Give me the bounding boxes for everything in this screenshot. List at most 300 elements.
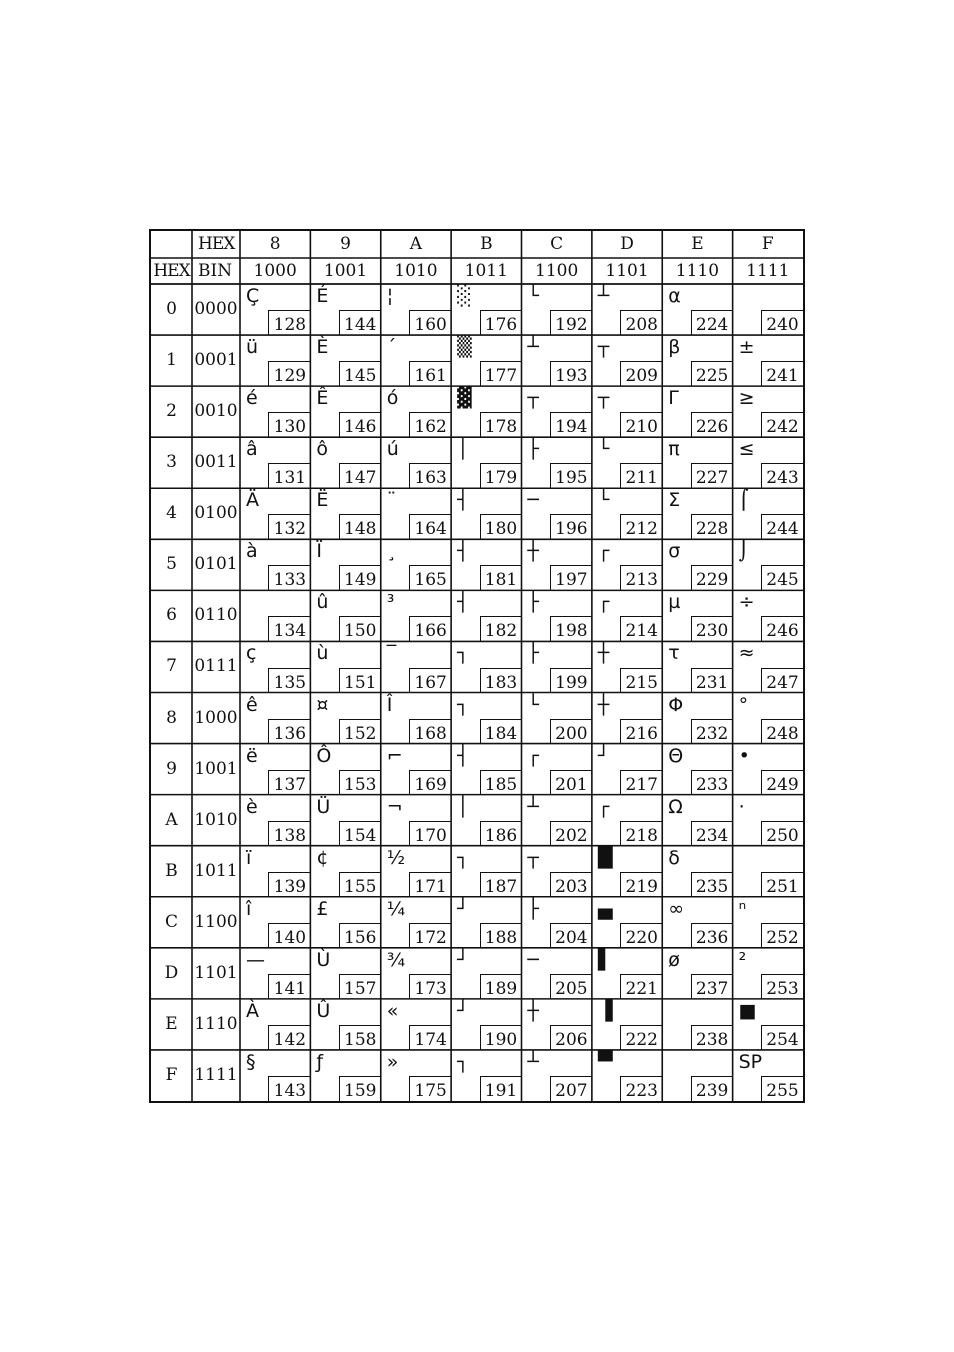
row-hex-label: A xyxy=(165,809,178,830)
character-glyph: Ü xyxy=(316,795,331,818)
character-glyph: τ xyxy=(668,642,680,665)
character-glyph: ┐ xyxy=(457,1050,469,1073)
character-code: 142 xyxy=(268,1025,310,1050)
character-code: 160 xyxy=(409,310,451,335)
character-glyph: ■ xyxy=(738,999,757,1022)
character-glyph: ┴ xyxy=(527,795,539,818)
character-code: 146 xyxy=(339,412,381,437)
character-code-table xyxy=(149,229,805,1103)
character-glyph: ├ xyxy=(527,897,539,920)
column-hex-header: A xyxy=(409,234,423,254)
character-glyph: ┴ xyxy=(527,1050,539,1073)
character-glyph: É xyxy=(316,285,329,307)
character-code: 203 xyxy=(550,872,592,897)
character-code: 242 xyxy=(761,412,803,437)
character-code: 239 xyxy=(691,1076,733,1101)
character-glyph: ├ xyxy=(527,591,539,614)
character-glyph: ¸ xyxy=(386,540,397,563)
character-glyph: ┼ xyxy=(527,540,539,563)
character-code: 200 xyxy=(550,719,592,744)
character-glyph: ¨ xyxy=(386,489,397,512)
character-glyph: ┬ xyxy=(527,846,539,869)
character-glyph: ³ xyxy=(386,591,395,614)
row-bin-label: 1110 xyxy=(194,1013,238,1034)
character-code: 220 xyxy=(620,923,662,948)
character-glyph: ¤ xyxy=(316,693,329,716)
character-glyph: ø xyxy=(668,948,680,971)
character-code: 245 xyxy=(761,565,803,590)
character-glyph: ┤ xyxy=(457,744,469,767)
character-code: 165 xyxy=(409,565,451,590)
character-code: 144 xyxy=(339,310,381,335)
character-glyph: ÷ xyxy=(738,591,755,614)
character-code: 219 xyxy=(620,872,662,897)
character-glyph: ¼ xyxy=(386,897,406,920)
character-code: 213 xyxy=(620,565,662,590)
row-hex-label: B xyxy=(165,860,178,881)
character-code: 190 xyxy=(480,1025,522,1050)
character-code: 189 xyxy=(480,974,522,999)
character-code: 157 xyxy=(339,974,381,999)
character-code: 223 xyxy=(620,1076,662,1101)
character-code: 252 xyxy=(761,923,803,948)
character-glyph: Σ xyxy=(668,489,681,512)
character-code: 175 xyxy=(409,1076,451,1101)
character-code: 184 xyxy=(480,719,522,744)
character-code: 186 xyxy=(480,821,522,846)
character-glyph: ë xyxy=(246,744,258,767)
character-code: 192 xyxy=(550,310,592,335)
character-glyph: ┤ xyxy=(457,489,469,512)
character-code: 233 xyxy=(691,770,733,795)
character-glyph: ┼ xyxy=(527,999,539,1022)
character-glyph: ê xyxy=(246,693,258,716)
character-glyph: │ xyxy=(457,795,469,818)
character-code: 143 xyxy=(268,1076,310,1101)
character-code: 218 xyxy=(620,821,662,846)
character-code: 199 xyxy=(550,668,592,693)
character-glyph: ┼ xyxy=(597,693,610,716)
character-glyph: π xyxy=(668,438,680,461)
row-hex-label: 3 xyxy=(166,452,177,473)
character-code: 136 xyxy=(268,719,310,744)
character-code: 194 xyxy=(550,412,592,437)
character-code: 208 xyxy=(620,310,662,335)
corner-hex-row-label: HEX xyxy=(153,260,190,281)
character-code: 139 xyxy=(268,872,310,897)
character-glyph: À xyxy=(246,999,259,1022)
character-glyph: ┌ xyxy=(597,795,610,818)
row-bin-label: 0110 xyxy=(194,605,238,626)
row-bin-label: 1100 xyxy=(194,911,238,932)
character-glyph: § xyxy=(246,1050,256,1073)
character-code: 197 xyxy=(550,565,592,590)
character-glyph: Û xyxy=(316,999,331,1022)
character-glyph: ┌ xyxy=(597,591,610,614)
character-glyph: î xyxy=(246,897,252,920)
character-glyph: ├ xyxy=(527,438,539,461)
character-code: 171 xyxy=(409,872,451,897)
character-glyph: ≥ xyxy=(738,387,755,410)
column-bin-header: 1110 xyxy=(675,260,720,281)
character-glyph: ‾ xyxy=(386,642,397,665)
character-code: 170 xyxy=(409,821,451,846)
character-glyph: ú xyxy=(386,438,399,461)
character-glyph: ≈ xyxy=(738,642,755,665)
character-glyph: Ä xyxy=(246,489,259,512)
character-glyph: Φ xyxy=(668,693,684,716)
character-glyph: ┘ xyxy=(457,948,469,971)
character-glyph: ┌ xyxy=(527,744,539,767)
row-bin-label: 1000 xyxy=(194,707,238,728)
character-code: 128 xyxy=(268,310,310,335)
row-hex-label: 5 xyxy=(166,554,177,575)
character-code: 244 xyxy=(761,514,803,539)
row-bin-label: 0111 xyxy=(194,656,238,677)
character-code: 166 xyxy=(409,616,451,641)
character-code: 178 xyxy=(480,412,522,437)
character-glyph: ⌠ xyxy=(738,489,749,512)
column-bin-header: 1010 xyxy=(394,260,438,281)
character-glyph: È xyxy=(316,336,329,359)
character-glyph: ┴ xyxy=(597,285,610,307)
character-glyph: ▓ xyxy=(457,387,472,410)
character-code: 173 xyxy=(409,974,451,999)
character-code: 169 xyxy=(409,770,451,795)
row-bin-label: 0000 xyxy=(194,299,238,320)
character-glyph: ┘ xyxy=(457,999,469,1022)
character-glyph: Î xyxy=(386,693,393,716)
character-glyph: û xyxy=(316,591,329,614)
character-glyph: ± xyxy=(738,336,755,359)
row-hex-label: 8 xyxy=(166,707,177,728)
character-glyph: ┤ xyxy=(457,540,469,563)
character-glyph: ─ xyxy=(527,948,539,971)
character-glyph: ▄ xyxy=(597,897,613,920)
character-code: 228 xyxy=(691,514,733,539)
character-code: 254 xyxy=(761,1025,803,1050)
character-code: 162 xyxy=(409,412,451,437)
character-code: 216 xyxy=(620,719,662,744)
character-glyph: ¦ xyxy=(386,285,394,307)
character-code: 182 xyxy=(480,616,522,641)
character-glyph: ┘ xyxy=(597,744,610,767)
character-glyph: ´ xyxy=(386,336,397,359)
character-glyph: α xyxy=(668,285,681,307)
column-bin-header: 1000 xyxy=(253,260,297,281)
character-code: 229 xyxy=(691,565,733,590)
character-code: 221 xyxy=(620,974,662,999)
character-code: 227 xyxy=(691,463,733,488)
row-hex-label: 2 xyxy=(166,401,177,422)
character-code: 204 xyxy=(550,923,592,948)
character-glyph: ▌ xyxy=(597,948,613,971)
character-glyph: ï xyxy=(246,846,252,869)
character-code: 133 xyxy=(268,565,310,590)
character-glyph: · xyxy=(738,795,745,818)
character-code: 187 xyxy=(480,872,522,897)
row-hex-label: 6 xyxy=(166,605,177,626)
character-glyph: └ xyxy=(597,438,610,461)
row-hex-label: 4 xyxy=(166,503,177,524)
character-glyph: ù xyxy=(316,642,329,665)
character-glyph: ▀ xyxy=(597,1050,613,1073)
character-code: 191 xyxy=(480,1076,522,1101)
character-code: 148 xyxy=(339,514,381,539)
column-bin-header: 1100 xyxy=(535,260,579,281)
row-hex-label: E xyxy=(165,1013,178,1034)
row-bin-label: 1001 xyxy=(194,758,238,779)
row-hex-label: F xyxy=(165,1064,178,1085)
column-bin-header: 1101 xyxy=(605,260,649,281)
character-glyph: é xyxy=(246,387,258,410)
character-glyph: ░ xyxy=(457,285,472,307)
row-bin-label: 0001 xyxy=(194,350,238,371)
character-glyph: ┐ xyxy=(457,693,469,716)
character-glyph: » xyxy=(386,1050,399,1073)
character-glyph: ┴ xyxy=(527,336,539,359)
character-code: 232 xyxy=(691,719,733,744)
row-hex-label: 0 xyxy=(166,299,177,320)
row-hex-label: 7 xyxy=(166,656,177,677)
character-glyph: ¬ xyxy=(386,795,403,818)
character-code: 224 xyxy=(691,310,733,335)
character-glyph: ┬ xyxy=(597,336,610,359)
character-code: 251 xyxy=(761,872,803,897)
character-code: 155 xyxy=(339,872,381,897)
column-hex-header: E xyxy=(691,234,704,254)
row-bin-label: 0100 xyxy=(194,503,238,524)
character-code: 172 xyxy=(409,923,451,948)
character-glyph: δ xyxy=(668,846,680,869)
character-glyph: Ô xyxy=(316,744,332,767)
character-glyph: Γ xyxy=(668,387,679,410)
character-glyph: ² xyxy=(738,948,747,971)
character-code: 248 xyxy=(761,719,803,744)
character-code: 246 xyxy=(761,616,803,641)
character-glyph: â xyxy=(246,438,258,461)
character-code: 230 xyxy=(691,616,733,641)
column-bin-header: 1111 xyxy=(746,260,790,281)
character-code: 130 xyxy=(268,412,310,437)
character-glyph: £ xyxy=(316,897,329,920)
character-code: 249 xyxy=(761,770,803,795)
character-code: 214 xyxy=(620,616,662,641)
character-code: 179 xyxy=(480,463,522,488)
character-glyph: ├ xyxy=(527,642,539,665)
character-code: 255 xyxy=(761,1076,803,1101)
character-code: 185 xyxy=(480,770,522,795)
character-glyph: ┐ xyxy=(457,846,469,869)
column-hex-header: F xyxy=(761,234,774,254)
column-bin-header: 1001 xyxy=(323,260,368,281)
character-code: 247 xyxy=(761,668,803,693)
row-bin-label: 1101 xyxy=(194,962,238,983)
character-glyph: σ xyxy=(668,540,681,563)
character-code: 240 xyxy=(761,310,803,335)
character-glyph: ½ xyxy=(386,846,406,869)
character-glyph: █ xyxy=(597,846,613,869)
character-glyph: ┤ xyxy=(457,591,469,614)
column-bin-header: 1011 xyxy=(464,260,508,281)
character-code: 250 xyxy=(761,821,803,846)
character-glyph: Θ xyxy=(668,744,684,767)
character-glyph: │ xyxy=(457,438,469,461)
character-glyph: ┼ xyxy=(597,642,610,665)
row-hex-label: D xyxy=(164,962,179,983)
character-glyph: ▐ xyxy=(597,999,613,1022)
character-code: 180 xyxy=(480,514,522,539)
character-code: 226 xyxy=(691,412,733,437)
character-code: 129 xyxy=(268,361,310,386)
row-bin-label: 0011 xyxy=(194,452,238,473)
character-code: 140 xyxy=(268,923,310,948)
character-glyph: ∞ xyxy=(668,897,685,920)
character-code: 161 xyxy=(409,361,451,386)
column-hex-header: B xyxy=(480,234,493,254)
character-code: 236 xyxy=(691,923,733,948)
character-glyph: µ xyxy=(668,591,681,614)
character-code: 193 xyxy=(550,361,592,386)
character-code: 181 xyxy=(480,565,522,590)
corner-hex-label: HEX xyxy=(198,234,235,254)
character-glyph: ┬ xyxy=(527,387,539,410)
character-code: 241 xyxy=(761,361,803,386)
row-bin-label: 0101 xyxy=(194,554,238,575)
character-glyph: ° xyxy=(738,693,749,716)
column-hex-header: D xyxy=(620,234,634,254)
character-code: 253 xyxy=(761,974,803,999)
character-glyph: ┐ xyxy=(457,642,469,665)
character-glyph: ┬ xyxy=(597,387,610,410)
character-glyph: └ xyxy=(527,693,539,716)
character-code: 212 xyxy=(620,514,662,539)
character-glyph: — xyxy=(246,948,265,971)
character-glyph: « xyxy=(386,999,399,1022)
character-code: 231 xyxy=(691,668,733,693)
character-code: 153 xyxy=(339,770,381,795)
character-code: 177 xyxy=(480,361,522,386)
character-code: 135 xyxy=(268,668,310,693)
character-glyph: ⁿ xyxy=(738,897,747,920)
row-hex-label: 9 xyxy=(166,758,177,779)
character-glyph: à xyxy=(246,540,258,563)
character-code: 164 xyxy=(409,514,451,539)
character-glyph: β xyxy=(668,336,681,359)
character-glyph: è xyxy=(246,795,258,818)
row-bin-label: 1011 xyxy=(194,860,238,881)
character-code: 237 xyxy=(691,974,733,999)
character-code: 209 xyxy=(620,361,662,386)
column-hex-header: 8 xyxy=(269,234,281,254)
character-glyph: Ù xyxy=(316,948,331,971)
character-glyph: • xyxy=(738,744,750,767)
character-glyph: └ xyxy=(597,489,610,512)
character-code: 145 xyxy=(339,361,381,386)
character-code: 147 xyxy=(339,463,381,488)
character-code: 163 xyxy=(409,463,451,488)
character-code: 243 xyxy=(761,463,803,488)
row-bin-label: 0010 xyxy=(194,401,238,422)
character-code: 134 xyxy=(268,616,310,641)
character-code: 205 xyxy=(550,974,592,999)
character-code: 198 xyxy=(550,616,592,641)
character-code: 174 xyxy=(409,1025,451,1050)
character-glyph: ⌡ xyxy=(738,540,749,563)
corner-bin-label: BIN xyxy=(198,260,233,281)
character-code: 225 xyxy=(691,361,733,386)
character-glyph: ≤ xyxy=(738,438,755,461)
character-code: 211 xyxy=(620,463,662,488)
character-code: 150 xyxy=(339,616,381,641)
character-code: 215 xyxy=(620,668,662,693)
character-code: 138 xyxy=(268,821,310,846)
character-glyph: Ê xyxy=(316,387,329,410)
character-code: 176 xyxy=(480,310,522,335)
character-glyph: ƒ xyxy=(316,1050,324,1073)
character-code: 196 xyxy=(550,514,592,539)
character-code: 217 xyxy=(620,770,662,795)
character-code: 195 xyxy=(550,463,592,488)
character-code: 152 xyxy=(339,719,381,744)
character-glyph: ç xyxy=(246,642,257,665)
row-bin-label: 1010 xyxy=(194,809,238,830)
character-code: 210 xyxy=(620,412,662,437)
character-glyph: └ xyxy=(527,285,539,307)
character-glyph: ü xyxy=(246,336,259,359)
character-code: 158 xyxy=(339,1025,381,1050)
character-code: 202 xyxy=(550,821,592,846)
character-glyph: Ë xyxy=(316,489,329,512)
character-code: 156 xyxy=(339,923,381,948)
character-glyph: ¢ xyxy=(316,846,329,869)
character-code: 159 xyxy=(339,1076,381,1101)
character-glyph: ─ xyxy=(527,489,539,512)
character-code: 206 xyxy=(550,1025,592,1050)
character-code: 131 xyxy=(268,463,310,488)
row-bin-label: 1111 xyxy=(194,1064,238,1085)
character-code: 151 xyxy=(339,668,381,693)
character-code: 149 xyxy=(339,565,381,590)
character-code: 137 xyxy=(268,770,310,795)
character-code: 207 xyxy=(550,1076,592,1101)
character-code: 132 xyxy=(268,514,310,539)
character-glyph: ┌ xyxy=(597,540,610,563)
character-code: 141 xyxy=(268,974,310,999)
column-hex-header: C xyxy=(550,234,564,254)
character-glyph: ¾ xyxy=(386,948,406,971)
character-code: 188 xyxy=(480,923,522,948)
character-glyph: ┘ xyxy=(457,897,469,920)
character-glyph: ô xyxy=(316,438,328,461)
character-code: 234 xyxy=(691,821,733,846)
character-glyph: Ï xyxy=(316,540,322,563)
row-hex-label: 1 xyxy=(166,350,177,371)
character-glyph: ⌐ xyxy=(386,744,403,767)
column-hex-header: 9 xyxy=(340,234,351,254)
row-hex-label: C xyxy=(164,911,178,932)
character-code: 167 xyxy=(409,668,451,693)
character-code: 235 xyxy=(691,872,733,897)
character-code: 154 xyxy=(339,821,381,846)
character-code: 201 xyxy=(550,770,592,795)
character-code: 183 xyxy=(480,668,522,693)
character-glyph: Ω xyxy=(668,795,683,818)
character-code: 238 xyxy=(691,1025,733,1050)
character-glyph: Ç xyxy=(246,285,260,307)
character-glyph: SP xyxy=(738,1050,763,1073)
character-code: 168 xyxy=(409,719,451,744)
